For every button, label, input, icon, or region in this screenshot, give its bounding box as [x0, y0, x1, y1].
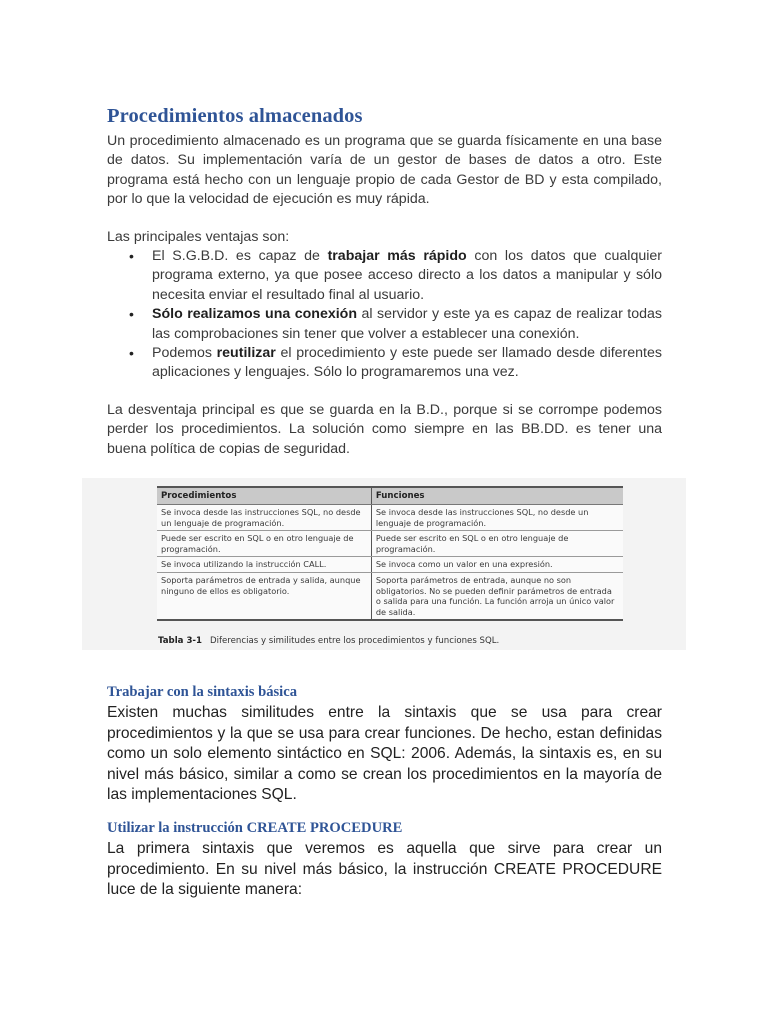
table-header: Funciones	[371, 487, 623, 505]
advantages-list	[107, 247, 662, 383]
section-procedimientos	[107, 105, 662, 459]
bullet-emphasis: trabajar más rápido	[327, 248, 467, 265]
table-header: Procedimientos	[157, 487, 371, 505]
subsection-title: Utilizar la instrucción CREATE PROCEDURE	[107, 819, 403, 836]
bullet-text: al servidor y este ya es capaz de realizar todas las comprobaciones sin tener que volver a establecer una conexión.	[152, 306, 663, 342]
bullet-icon: •	[129, 248, 134, 265]
section-sintaxis	[107, 684, 662, 901]
caption-text: Diferencias y similitudes entre los procedimientos y funciones SQL.	[209, 636, 500, 646]
bullet-text: El S.G.B.D. es capaz de	[152, 248, 328, 265]
create-procedure-paragraph: La primera sintaxis que veremos es aquella que sirve para crear un procedimiento. En su nivel más básico, la instrucción CREATE PROCEDURE luce de la siguiente manera:	[107, 839, 662, 899]
advantages-lead: Las principales ventajas son:	[107, 228, 290, 245]
bullet-icon: •	[129, 345, 134, 362]
table-row	[157, 572, 623, 620]
table-row	[157, 557, 623, 573]
table-row	[157, 505, 623, 531]
table-cell: Soporta parámetros de entrada y salida, aunque ninguno de ellos es obligatorio.	[157, 572, 371, 620]
disadvantage-paragraph: La desventaja principal es que se guarda en la B.D., porque si se corrompe podemos perder los procedimientos. La solución como siempre en las BB.DD. es tener una buena política de copias de seguridad.	[107, 401, 662, 457]
bullet-text: el procedimiento y este puede ser llamado desde diferentes aplicaciones y lenguajes. Sólo lo programaremos una vez.	[152, 345, 662, 381]
sintaxis-paragraph: Existen muchas similitudes entre la sintaxis que se usa para crear procedimientos y la que se usa para crear funciones. De hecho, estan definidas como un solo elemento sintáctico en SQL: 2006. Además, la sintaxis es, en su nivel más básico, similar a como se crean los procedimientos en la mayoría de las implementaciones SQL.	[107, 704, 662, 804]
table-cell: Puede ser escrito en SQL o en otro lenguaje de programación.	[371, 531, 623, 557]
table-figure	[82, 478, 686, 650]
intro-paragraph: Un procedimiento almacenado es un programa que se guarda físicamente en una base de datos. Su implementación varía de un gestor de bases de datos a otro. Este programa está hecho con un lenguaje propio de cada Gestor de BD y esta compilado, por lo que la velocidad de ejecución es muy rápida.	[107, 133, 662, 208]
caption-label: Tabla 3-1	[158, 636, 202, 646]
table-cell: Se invoca como un valor en una expresión.	[371, 557, 623, 573]
list-item	[107, 247, 662, 305]
comparison-table	[157, 486, 623, 621]
table-cell: Se invoca utilizando la instrucción CALL.	[157, 557, 371, 573]
bullet-text: con los datos que cualquier programa externo, ya que posee acceso directo a los datos a manipular y sólo necesita enviar el resultado final al usuario.	[152, 248, 663, 303]
table-caption	[158, 636, 499, 646]
list-item	[107, 344, 662, 383]
table-cell: Se invoca desde las instrucciones SQL, no desde un lenguaje de programación.	[371, 505, 623, 531]
bullet-icon: •	[129, 306, 134, 323]
section-title: Procedimientos almacenados	[107, 105, 363, 127]
table-cell: Soporta parámetros de entrada, aunque no son obligatorios. No se pueden definir parámetros de entrada o salida para una función. La función arroja un único valor de salida.	[371, 572, 623, 620]
bullet-text: Podemos	[152, 345, 217, 362]
table-row	[157, 531, 623, 557]
table-cell: Se invoca desde las instrucciones SQL, no desde un lenguaje de programación.	[157, 505, 371, 531]
subsection-title: Trabajar con la sintaxis básica	[107, 684, 298, 700]
bullet-emphasis: reutilizar	[216, 345, 276, 362]
bullet-emphasis: Sólo realizamos una conexión	[152, 306, 358, 323]
table-cell: Puede ser escrito en SQL o en otro lenguaje de programación.	[157, 531, 371, 557]
list-item	[107, 305, 662, 344]
